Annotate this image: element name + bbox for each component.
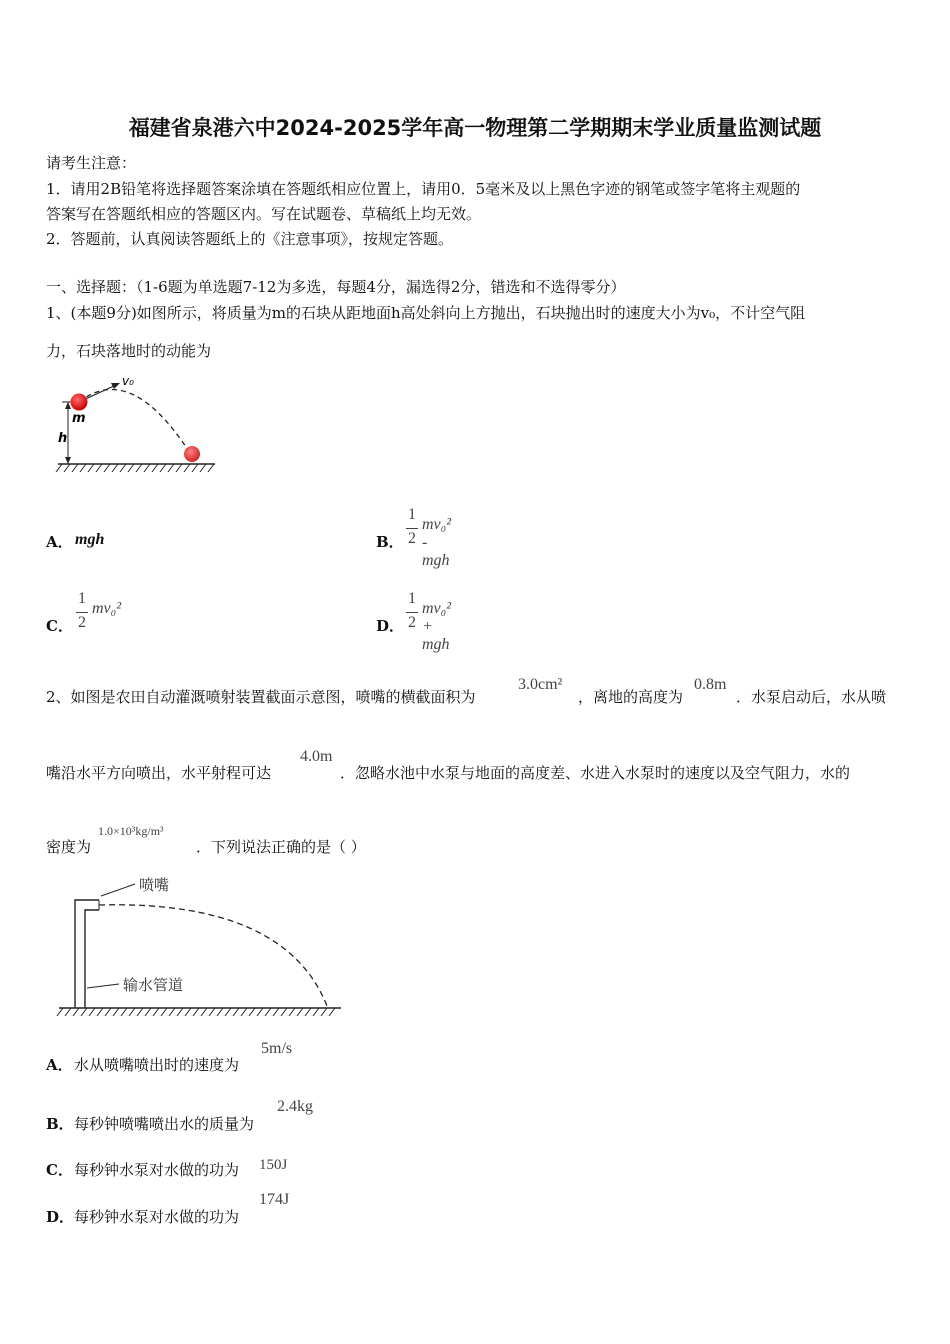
nozzle-label: 喷嘴 bbox=[139, 876, 170, 894]
notice-line-2: 2．答题前，认真阅读答题纸上的《注意事项》，按规定答题。 bbox=[46, 230, 454, 248]
q2-area-value: 3.0cm² bbox=[518, 676, 563, 693]
q1-option-b-label: B． bbox=[376, 533, 404, 551]
fraction-numerator: 1 bbox=[78, 590, 86, 607]
q2-stem-line-2a: 嘴沿水平方向喷出，水平射程可达 bbox=[46, 764, 272, 782]
q2-stem-line-1a: 2、如图是农田自动灌溉喷射装置截面示意图，喷嘴的横截面积为 bbox=[46, 688, 476, 706]
q2-option-a-text: 水从喷嘴喷出时的速度为 bbox=[74, 1056, 240, 1074]
page-title: 福建省泉港六中2024-2025学年高一物理第二学期期末学业质量监测试题 bbox=[128, 116, 822, 140]
q2-option-d-text: 每秒钟水泵对水做的功为 bbox=[74, 1208, 240, 1226]
q2-sprinkler-figure bbox=[55, 870, 345, 1020]
q1-option-a-expr: mgh bbox=[75, 531, 105, 548]
q2-density-value: 1.0×10³kg/m³ bbox=[98, 824, 164, 838]
fraction-numerator: 1 bbox=[408, 590, 416, 607]
pipe-label: 输水管道 bbox=[123, 976, 184, 994]
q2-height-value: 0.8m bbox=[694, 676, 727, 693]
q1-stem-line-1: 1、(本题9分)如图所示，将质量为m的石块从距地面h高处斜向上方抛出，石块抛出时的速度大小为v₀，不计空气阻 bbox=[46, 304, 806, 322]
q2-option-b-value: 2.4kg bbox=[277, 1098, 313, 1115]
q2-stem-line-2b: ．忽略水池中水泵与地面的高度差、水进入水泵时的速度以及空气阻力，水的 bbox=[340, 764, 851, 782]
section-heading: 一、选择题：（1-6题为单选题7-12为多选，每题4分，漏选得2分，错选和不选得零分） bbox=[46, 278, 626, 296]
q1-option-c-label: C． bbox=[46, 617, 73, 635]
q2-option-d-value: 174J bbox=[259, 1191, 290, 1208]
q1-option-b-expr: mv₀² - mgh bbox=[422, 516, 452, 569]
q2-option-b-text: 每秒钟喷嘴喷出水的质量为 bbox=[74, 1115, 255, 1133]
q2-option-d-label: D． bbox=[46, 1208, 75, 1226]
q1-projectile-figure bbox=[50, 370, 225, 475]
notice-line-1a: 1．请用2B铅笔将选择题答案涂填在答题纸相应位置上，请用0．5毫米及以上黑色字迹的钢笔或签字笔将主观题的 bbox=[46, 180, 801, 198]
q2-stem-line-1c: ．水泵启动后，水从喷 bbox=[736, 688, 887, 706]
q2-option-a-value: 5m/s bbox=[261, 1040, 293, 1057]
q2-option-a-label: A． bbox=[46, 1056, 73, 1074]
fraction-numerator: 1 bbox=[408, 506, 416, 523]
q1-option-d-label: D． bbox=[376, 617, 405, 635]
height-label: h bbox=[58, 431, 68, 446]
q1-stem-line-2: 力，石块落地时的动能为 bbox=[46, 342, 212, 360]
notice-heading: 请考生注意： bbox=[46, 154, 137, 172]
q2-stem-line-1b: ，离地的高度为 bbox=[578, 688, 684, 706]
v0-label: v₀ bbox=[122, 374, 134, 388]
q1-option-a-label: A． bbox=[46, 533, 73, 551]
q1-option-d-expr: mv₀² + mgh bbox=[422, 600, 452, 653]
q2-option-b-label: B． bbox=[46, 1115, 74, 1133]
q2-option-c-value: 150J bbox=[259, 1157, 288, 1173]
q2-option-c-label: C． bbox=[46, 1161, 73, 1179]
mass-label: m bbox=[72, 411, 86, 426]
fraction-denominator: 2 bbox=[78, 614, 86, 631]
fraction-denominator: 2 bbox=[408, 614, 416, 631]
q2-stem-line-3a: 密度为 bbox=[46, 838, 92, 856]
fraction-denominator: 2 bbox=[408, 530, 416, 547]
q2-stem-line-3b: ．下列说法正确的是（ ） bbox=[196, 838, 366, 856]
q2-option-c-text: 每秒钟水泵对水做的功为 bbox=[74, 1161, 240, 1179]
q2-range-value: 4.0m bbox=[300, 748, 333, 765]
notice-line-1b: 答案写在答题纸相应的答题区内。写在试题卷、草稿纸上均无效。 bbox=[46, 205, 482, 223]
q1-option-c-expr: mv₀² bbox=[92, 600, 122, 617]
